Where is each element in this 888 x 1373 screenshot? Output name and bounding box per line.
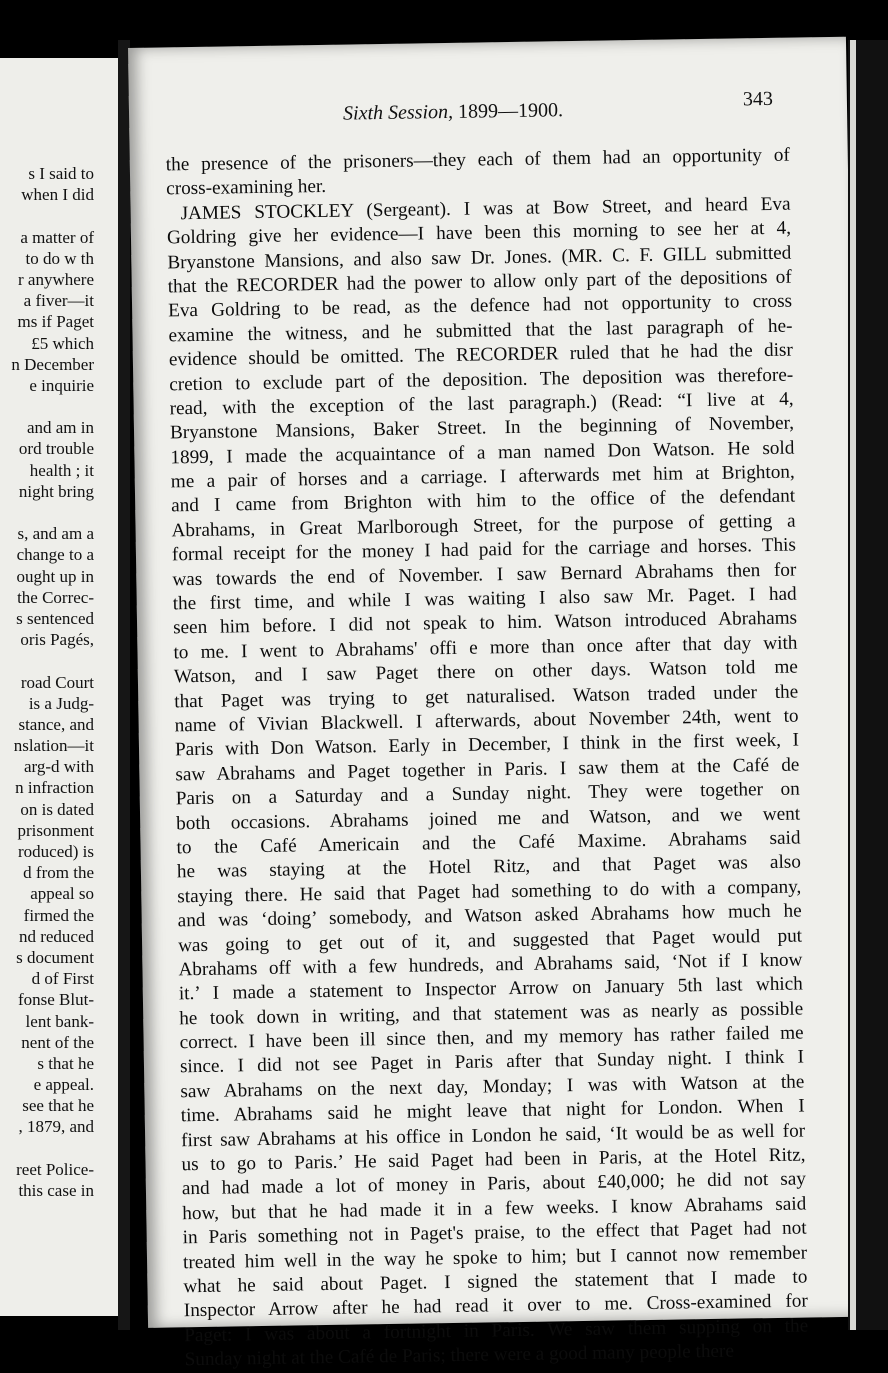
body-line: Paget: I was about a fortnight in Paris. We saw them supping on the <box>184 1315 809 1347</box>
left-page-line: s sentenced <box>16 608 94 628</box>
body-line: both occasions. Abrahams joined me and Watson, and we went <box>176 803 801 834</box>
body-line: Abrahams, in Great Marlborough Street, for the purpose of getting a <box>171 510 796 542</box>
left-page-line: this case in <box>18 1181 94 1200</box>
left-page-line: e inquirie <box>29 375 94 395</box>
body-line: to me. I went to Abrahams' offi e more than once after that day with <box>173 632 798 664</box>
body-line: read, with the exception of the last paragraph.) (Read: “I live at 4, <box>169 388 794 420</box>
body-line: to the Café Americain and the Café Maxime. Abrahams said <box>176 827 801 859</box>
body-line: name of Vivian Blackwell. I afterwards, about November 24th, went to <box>174 705 799 737</box>
left-page-line: reet Police- <box>16 1159 94 1179</box>
left-page-line: , 1879, and <box>18 1117 94 1137</box>
body-line: and I came from Brighton with him to the office of the defendant <box>171 486 796 517</box>
body-line: Bryanstone Mansions, and also saw Dr. Jones. (MR. C. F. GILL submitted <box>167 242 792 273</box>
body-line: Goldring give her evidence—I have been this morning to see her at 4, <box>166 217 792 249</box>
body-line: Bryanstone Mansions, Baker Street. In the beginning of November, <box>169 412 795 444</box>
left-page-line: night bring <box>18 481 94 501</box>
left-page-line: nent of the <box>21 1032 94 1052</box>
body-line: formal receipt for the money I had paid for the carriage and horses. This <box>171 534 797 566</box>
body-line: JAMES STOCKLEY (Sergeant). I was at Bow Street, and heard Eva <box>180 193 791 224</box>
left-page-line: change to a <box>16 545 94 565</box>
session-label: Sixth Session, <box>342 100 454 125</box>
left-page-line: s I said to <box>28 164 94 183</box>
left-page-line: d from the <box>23 863 94 883</box>
body-line: he was staying at the Hotel Ritz, and that Paget was also <box>176 851 802 883</box>
session-years: 1899—1900. <box>457 99 564 123</box>
left-page-line: stance, and <box>18 714 94 734</box>
body-line: Paris on a Saturday and a Sunday night. They were together on <box>175 778 800 810</box>
body-line: cretion to exclude part of the deposition. The deposition was therefore- <box>169 364 794 395</box>
body-line: Sunday night at the Café de Paris; there were a good many people there <box>184 1340 735 1371</box>
body-line: was towards the end of November. I saw Bernard Abrahams then for <box>172 559 797 591</box>
left-page-line: road Court <box>20 672 94 692</box>
left-page-line: nd reduced <box>18 926 94 946</box>
left-page-line: e appeal. <box>33 1075 94 1095</box>
left-page-line: ord trouble <box>18 439 94 459</box>
body-line: saw Abrahams on the next day, Monday; I was with Watson at the <box>180 1071 805 1103</box>
left-page-line: n December <box>11 354 94 374</box>
left-page-line: ought up in <box>16 566 94 586</box>
left-page-line: firmed the <box>23 905 94 925</box>
left-page-line: oris Pagés, <box>20 630 94 650</box>
left-page-line: fonse Blut- <box>17 990 94 1010</box>
body-line: and had made a lot of money in Paris, about £40,000; he did not say <box>181 1168 807 1200</box>
body-line: was going to get out of it, and suggested that Paget would put <box>177 925 803 956</box>
book-gutter <box>118 40 130 1330</box>
left-page-line: prisonment <box>17 820 94 840</box>
body-line: it.’ I made a statement to Inspector Arrow on January 5th last which <box>178 973 803 1005</box>
page-edge-strip <box>850 40 856 1330</box>
body-line: Watson, and I saw Paget there on other days. Watson told me <box>173 656 798 688</box>
left-page-line <box>0 650 94 671</box>
left-page-line: lent bank- <box>25 1011 94 1031</box>
body-line: he took down in writing, and that statement was as nearly as possible <box>179 998 804 1029</box>
body-line: evidence should be omitted. The RECORDER ruled that he had the disr <box>168 339 793 371</box>
body-line: the presence of the prisoners—they each of them had an opportunity of <box>165 144 790 176</box>
left-page-line: appeal so <box>30 884 94 904</box>
page-edge <box>848 40 888 1330</box>
left-page-line: see that he <box>22 1096 94 1116</box>
body-line: Paris with Don Watson. Early in December, I think in the first week, I <box>174 729 800 761</box>
running-head <box>343 99 563 125</box>
body-line: and was ‘doing’ somebody, and Watson asked Abrahams how much he <box>177 900 802 932</box>
body-line: how, but that he had made it in a few weeks. I know Abrahams said <box>182 1193 807 1225</box>
left-page-line: health ; it <box>29 460 94 480</box>
left-page-line: n infraction <box>15 778 94 798</box>
left-page-line <box>0 396 94 417</box>
body-line: first saw Abrahams at his office in London he said, ‘It would be as well for <box>181 1120 806 1151</box>
body-line: me a pair of horses and a carriage. I afterwards met him at Brighton, <box>170 461 795 493</box>
body-line: Eva Goldring to be read, as the defence had not opportunity to cross <box>167 290 793 322</box>
body-line: what he said about Paget. I signed the statement that I made to <box>183 1266 808 1298</box>
left-page-line: £5 which <box>31 333 94 353</box>
left-page-line: r anywhere <box>18 269 94 289</box>
left-page-line <box>0 1138 94 1159</box>
left-page-line: arg-d with <box>23 757 94 777</box>
left-page-line: ms if Paget <box>17 312 94 332</box>
body-line: 1899, I made the acquaintance of a man named Don Watson. He sold <box>170 437 795 469</box>
body-line: treated him well in the way he spoke to him; but I cannot now remember <box>182 1242 808 1273</box>
body-line: the first time, and while I was waiting I also saw Mr. Paget. I had <box>172 583 797 615</box>
body-line: in Paris something not in Paget's praise, to the effect that Paget had not <box>182 1217 807 1249</box>
left-page-line: s document <box>16 947 94 967</box>
right-page <box>128 37 866 1371</box>
body-line: that the RECORDER had the power to allow only part of the depositions of <box>167 266 792 298</box>
left-page-line: d of First <box>31 969 94 989</box>
left-page-line <box>0 502 94 523</box>
body-line: us to go to Paris.’ He said Paget had been in Paris, at the Hotel Ritz, <box>181 1144 806 1176</box>
body-line: time. Abrahams said he might leave that night for London. When I <box>180 1095 805 1127</box>
left-page-line: a matter of <box>20 227 94 247</box>
left-page-line: s, and am a <box>17 524 94 544</box>
body-line: since. I did not see Paget in Paris after that Sunday night. I think I <box>179 1046 805 1078</box>
body-line: Abrahams off with a few hundreds, and Abrahams said, ‘Not if I know <box>178 949 803 981</box>
body-line: correct. I have been ill since then, and my memory has rather failed me <box>179 1022 804 1054</box>
body-line: saw Abrahams and Paget together in Paris. I saw them at the Café de <box>175 754 800 786</box>
body-line: cross-examining her. <box>166 176 327 200</box>
body-line: staying there. He said that Paget had something to do with a company, <box>177 876 802 908</box>
body-text <box>166 144 809 1373</box>
body-line: examine the witness, and he submitted that the last paragraph of he- <box>168 315 793 347</box>
left-page-line: and am in <box>26 418 94 438</box>
left-page-line: to do w th <box>25 248 94 268</box>
page-number: 343 <box>742 87 774 111</box>
left-page-line: roduced) is <box>17 842 94 861</box>
left-page-line: is a Judg- <box>28 693 94 713</box>
left-page <box>0 58 121 1316</box>
left-page-line: nslation—it <box>13 736 94 756</box>
body-line: seen him before. I did not speak to him. Watson introduced Abrahams <box>172 607 798 639</box>
left-page-line: when I did <box>21 185 94 205</box>
left-page-line <box>0 205 94 226</box>
left-page-line: s that he <box>37 1053 94 1073</box>
left-page-line: a fiver—it <box>23 291 94 311</box>
left-page-text <box>0 163 94 1201</box>
left-page-line: the Correc- <box>17 587 94 607</box>
body-line: that Paget was trying to get naturalised. Watson traded under the <box>174 681 799 712</box>
left-page-line: on is dated <box>20 799 94 819</box>
body-line: Inspector Arrow after he had read it over to me. Cross-examined for <box>183 1290 808 1322</box>
